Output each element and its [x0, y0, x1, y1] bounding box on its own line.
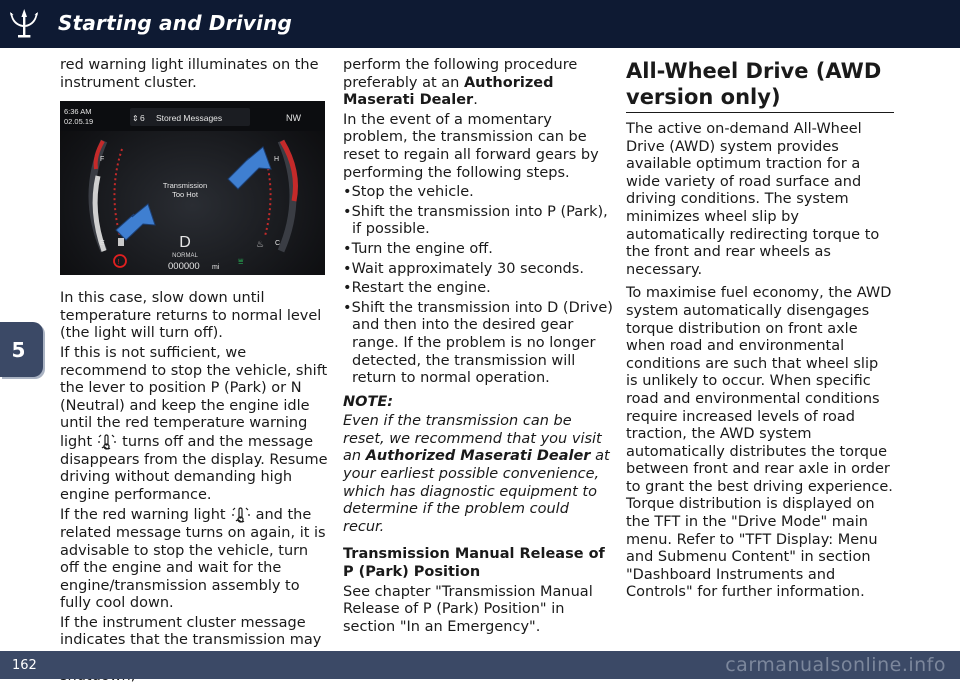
paragraph: In the event of a momentary problem, the transmission can be reset to regain all forward gears by performing the following steps.	[343, 111, 599, 181]
paragraph: If the instrument cluster message indicates that the transmission may	[60, 614, 322, 649]
text-span: and the related message turns on again, it is advisable to stop the vehicle, turn off the engine and wait for the engine/transmission assembly to fully cool down.	[60, 507, 326, 612]
dealer-emphasis: Authorized Maserati Dealer	[365, 448, 591, 465]
paragraph: To maximise fuel economy, the AWD system automatically disengages torque distribution on front axle when road and environmental conditions are such that wheel slip is unlikely to occur. When specific road and environmental conditions require increased levels of road traction, the AWD system automatically distributes the torque between front and rear axle in order to grant the best driving experience. Torque distribution is displayed on the TFT in the "Drive Mode" main menu. Refer to "TFT Display: Menu and Submenu Content" in section "Dashboard Instruments and Controls" for further information.	[626, 285, 893, 601]
temp-hot-label: H	[274, 156, 280, 164]
lights-indicator-icon: ⩸	[238, 256, 244, 267]
warning-light-icon	[114, 255, 126, 267]
text-span: at your earliest possible convenience, which has diagnostic equipment to determine if the problem could recur.	[343, 448, 610, 535]
column-middle	[343, 57, 613, 638]
section-title: All-Wheel Drive (AWD version only)	[626, 58, 894, 113]
dealer-emphasis: Authorized Maserati Dealer	[343, 74, 554, 109]
subheading: Transmission Manual Release of P (Park) Position	[343, 546, 605, 581]
paragraph: The active on-demand All-Wheel Drive (AWD) system provides available optimum traction for a wide variety of road surface and driving conditions. The system minimizes wheel slip by automatically redirecting torque to the front and rear wheels as necessary.	[626, 121, 880, 278]
temperature-warning-icon	[230, 506, 252, 524]
column-right	[626, 58, 894, 604]
compass-heading: NW	[286, 113, 301, 124]
text-span: perform the following procedure preferably at an	[343, 57, 578, 91]
page-number: 162	[12, 658, 37, 673]
bullet-item: • Turn the engine off.	[343, 241, 613, 259]
odometer-value: 000000	[168, 261, 200, 273]
bullet-item: • Stop the vehicle.	[343, 184, 613, 202]
note-text	[343, 413, 613, 536]
bullet-item: • Shift the transmission into P (Park), if possible.	[343, 204, 613, 239]
text-span: .	[473, 92, 478, 109]
paragraph	[60, 506, 328, 613]
temperature-warning-icon	[96, 433, 118, 451]
cluster-graphic	[60, 101, 325, 275]
stored-count: 6	[140, 113, 145, 124]
fuel-empty-label: E	[100, 240, 105, 248]
text-span: Even if the transmission can be reset, we recommend that you visit an	[343, 413, 602, 465]
stored-messages-label: Stored Messages	[156, 113, 223, 124]
cluster-message-line2: Too Hot	[172, 190, 198, 200]
clock-time: 6:36 AM	[64, 107, 92, 117]
gear-indicator: D	[179, 234, 191, 252]
paragraph	[60, 345, 328, 504]
text-span: If the red warning light	[60, 507, 226, 524]
page-title: Starting and Driving	[58, 11, 293, 35]
odometer-unit: mi	[212, 264, 220, 272]
column-left	[60, 57, 328, 687]
paragraph: In this case, slow down until temperature returns to normal level (the light will turn off).	[60, 290, 322, 342]
trident-logo-icon	[6, 6, 42, 42]
svg-text:!: !	[117, 259, 120, 267]
coolant-icon: ♨	[256, 239, 265, 250]
cluster-message-line1: Transmission	[162, 181, 208, 191]
note-title: NOTE:	[343, 393, 394, 410]
paragraph	[343, 57, 613, 110]
battery-icon	[118, 238, 124, 246]
bullet-item: • Shift the transmission into D (Drive) and then into the desired gear range. If the problem is no longer detected, the transmission will return to normal operation.	[343, 300, 613, 388]
text-span: If this is not sufficient, we recommend to stop the vehicle, shift the lever to position P (Park) or N (Neutral) and keep the engine idle until the red temperature warning light	[60, 344, 328, 450]
instrument-cluster-image	[60, 101, 325, 275]
bullet-item: • Wait approximately 30 seconds.	[343, 261, 613, 279]
page-header	[0, 0, 960, 48]
temp-cold-label: C	[275, 240, 281, 248]
bullet-item: • Restart the engine.	[343, 280, 613, 298]
paragraph: red warning light illuminates on the instrument cluster.	[60, 57, 319, 91]
drive-mode: NORMAL	[172, 253, 198, 260]
paragraph: See chapter "Transmission Manual Release of P (Park) Position" in section "In an Emergency".	[343, 583, 593, 635]
clock-date: 02.05.19	[64, 117, 94, 127]
fuel-full-label: F	[100, 156, 105, 164]
watermark: carmanualsonline.info	[725, 654, 946, 676]
scroll-arrows-icon: ⇕	[132, 114, 139, 124]
page-footer	[0, 651, 960, 679]
text-span: turns off and the message disappears from the display. Resume driving without demanding high engine performance.	[60, 433, 328, 503]
chapter-tab: 5	[0, 322, 43, 377]
arrow-icon	[228, 147, 271, 189]
arrow-icon	[116, 204, 155, 240]
